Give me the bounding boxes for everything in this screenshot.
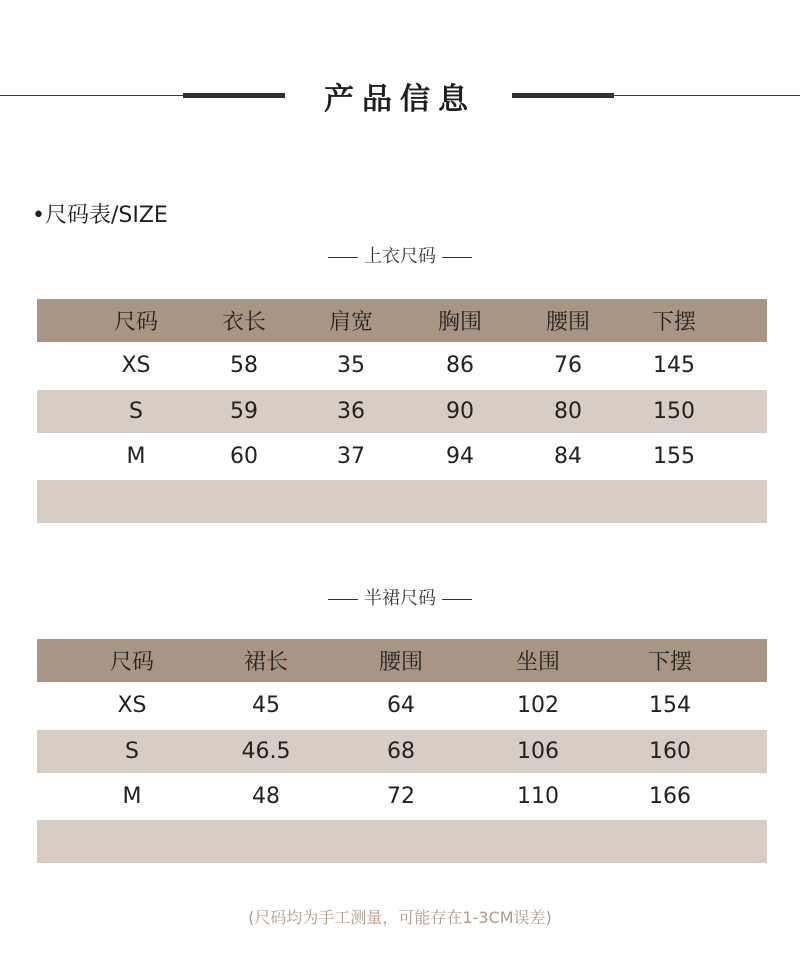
subtitle-dash-left [328, 599, 358, 600]
header-cell: 腰围 [378, 650, 424, 675]
table-empty-row [37, 820, 767, 863]
table-cell: 46.5 [241, 738, 291, 764]
table-cell: M [126, 443, 146, 469]
header-cell: 坐围 [515, 650, 561, 675]
header-cell: 裙长 [243, 650, 289, 675]
table-cell: XS [117, 693, 147, 719]
title-right-rule [608, 95, 800, 96]
table-empty-row [37, 480, 767, 523]
table-row [37, 773, 767, 821]
table-cell: 154 [649, 693, 691, 719]
table-cell: 160 [649, 738, 691, 764]
header-cell: 下摆 [647, 650, 693, 675]
table-row [37, 730, 767, 773]
table-cell: 90 [446, 398, 474, 424]
header-cell: 衣长 [221, 310, 267, 335]
table-cell: 80 [554, 398, 582, 424]
table-cell: 64 [387, 693, 415, 719]
table-cell: 60 [230, 443, 258, 469]
subtitle-dash-right [442, 599, 472, 600]
table-cell: 58 [230, 353, 258, 379]
table-cell: 166 [649, 783, 691, 809]
table-cell: 86 [446, 353, 474, 379]
table-cell: 106 [517, 738, 559, 764]
table-cell: 102 [517, 693, 559, 719]
table-cell: 76 [554, 353, 582, 379]
header-cell: 尺码 [109, 650, 155, 675]
subtitle-dash-left [328, 257, 358, 258]
table-cell: 59 [230, 398, 258, 424]
title-banner [0, 60, 800, 130]
table-header-row [37, 299, 767, 342]
header-cell: 下摆 [651, 310, 697, 335]
skirt-size-table [37, 639, 767, 863]
top-table-subtitle-text: 上衣尺码 [364, 246, 436, 267]
title-right-bar [512, 93, 614, 98]
table-cell: 145 [653, 353, 695, 379]
table-cell: 72 [387, 783, 415, 809]
table-row [37, 433, 767, 481]
top-table-subtitle [0, 242, 800, 268]
table-cell: 84 [554, 443, 582, 469]
table-cell: 35 [337, 353, 365, 379]
header-cell: 肩宽 [328, 310, 374, 335]
table-cell: 37 [337, 443, 365, 469]
table-cell: 68 [387, 738, 415, 764]
table-cell: S [129, 398, 143, 424]
table-cell: 94 [446, 443, 474, 469]
skirt-table-subtitle-text: 半裙尺码 [364, 588, 436, 609]
table-cell: 155 [653, 443, 695, 469]
skirt-table-subtitle [0, 584, 800, 610]
table-cell: S [125, 738, 139, 764]
header-cell: 尺码 [113, 310, 159, 335]
table-row [37, 390, 767, 433]
table-cell: 48 [252, 783, 280, 809]
section-label: •尺码表/SIZE [32, 203, 168, 228]
table-cell: 45 [252, 693, 280, 719]
header-cell: 腰围 [545, 310, 591, 335]
header-cell: 胸围 [437, 310, 483, 335]
table-cell: M [122, 783, 142, 809]
table-header-row [37, 639, 767, 682]
table-cell: 36 [337, 398, 365, 424]
table-cell: 150 [653, 398, 695, 424]
top-size-table [37, 299, 767, 523]
page-title: 产品信息 [324, 82, 476, 117]
table-cell: 110 [517, 783, 559, 809]
table-row [37, 342, 767, 390]
subtitle-dash-right [442, 257, 472, 258]
measurement-note: (尺码均为手工测量，可能存在1-3CM误差) [248, 908, 552, 927]
table-row [37, 682, 767, 730]
table-cell: XS [121, 353, 151, 379]
